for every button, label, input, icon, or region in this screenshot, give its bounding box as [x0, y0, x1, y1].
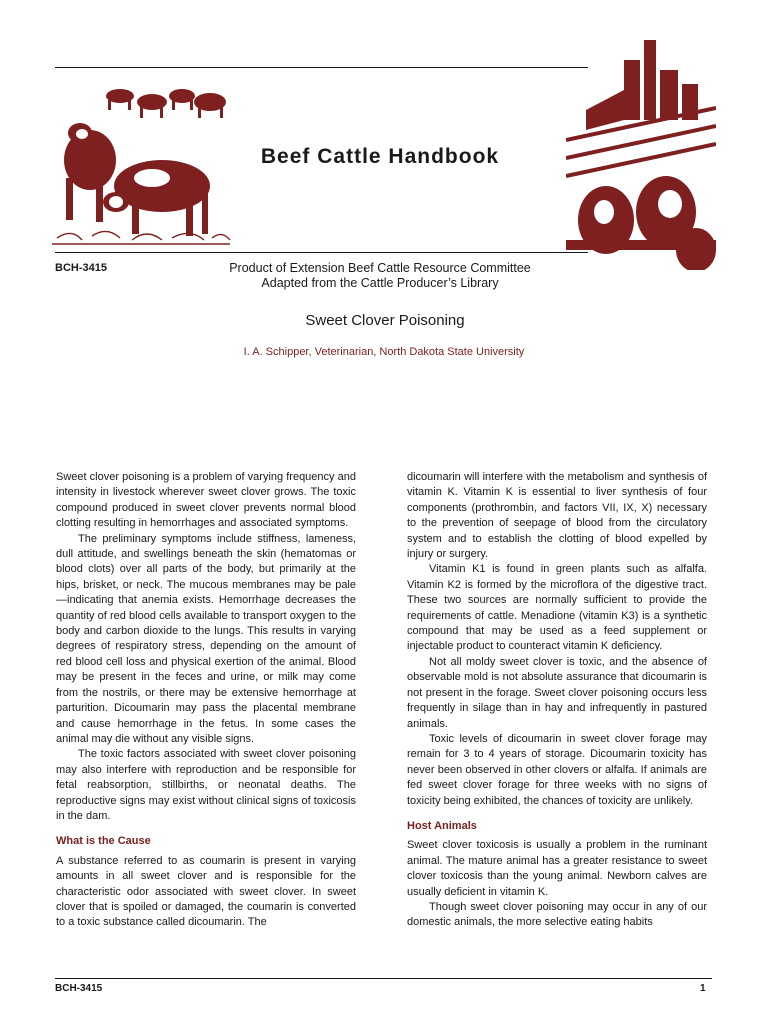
paragraph: The preliminary symptoms include stiffness, lameness, dull attitude, and swellings beneath the skin (hematomas or blood clots) over all parts of the body, but primarily at the hips, brisket, or neck. The mucous membranes may be pale—indicating that anemia exists. Hemorrhage decreases the quantity of red blood cells available to transport oxygen to the body and carbon dioxide to the lungs. This results in varying degrees of respiratory stress, depending on the amount of red blood cell loss and physical exertion of the animal. Blood may be present in the feces and urine, or milk may come from the nostrils, or there may be extensive hemorrhage at parturition. Dicoumarin may pass the placental membrane and cause hemorrhage in the fetus. In some cases the animal may die without any visible signs.: [56, 532, 356, 745]
header-top-rule: [55, 67, 588, 68]
paragraph: Though sweet clover poisoning may occur in any of our domestic animals, the more selective eating habits: [407, 900, 707, 929]
section-heading: Host Animals: [407, 819, 477, 832]
paragraph: Toxic levels of dicoumarin in sweet clover forage may remain for 3 to 4 years of storage. Dicoumarin toxicity has never been observed in other clovers or alfalfa. If animals are fed sweet clover forage for three weeks with no signs of toxicity being exhibited, the chances of toxicity are unlikely.: [407, 732, 707, 807]
paragraph: A substance referred to as coumarin is present in varying amounts in all sweet clover and is responsible for the characteristic odor associated with sweet clover. In sweet clover that is spoiled or damaged, the coumarin is converted to a toxic substance called dicoumarin. The: [56, 854, 356, 929]
paragraph: Sweet clover toxicosis is usually a problem in the ruminant animal. The mature animal has a greater resistance to sweet clover toxicosis than the young animal. Newborn calves are usually deficient in vitamin K.: [407, 839, 707, 898]
paragraph: The toxic factors associated with sweet clover poisoning may also interfere with reproduction and be responsible for fetal reabsorption, stillbirths, or neonatal deaths. The reproductive signs may exist without clinical signs of toxicosis in the dam.: [56, 748, 356, 822]
body-column-right: [407, 470, 707, 931]
handbook-title: Beef Cattle Handbook: [260, 145, 500, 168]
page-number: 1: [700, 983, 706, 994]
paragraph: Not all moldy sweet clover is toxic, and the absence of observable mold is not absolute assurance that dicoumarin is not present in the forage. Sweet clover poisoning occurs less frequently in silage than in hay and infrequently in pastured animals.: [407, 655, 707, 730]
paragraph: dicoumarin will interfere with the metabolism and synthesis of vitamin K. Vitamin K is essential to liver synthesis of four components (prothrombin, and factors VII, IX, X) necessary to the prevention of seepage of blood from the circulatory system and to establish the clotting of blood expelled by injury or surgery.: [407, 471, 707, 561]
footer-rule: [55, 978, 712, 979]
feedlot-cattle-illustration: [566, 40, 716, 270]
credit-line-2: Adapted from the Cattle Producer’s Library: [261, 276, 499, 290]
document-code: BCH-3415: [55, 262, 107, 274]
paragraph: Vitamin K1 is found in green plants such as alfalfa. Vitamin K2 is formed by the microflora of the digestive tract. These two sources are normally sufficient to provide the requirements of cattle. Menadione (vitamin K3) is a synthetic compound that may be used as a feed supplement or injectable product to counteract vitamin K deficiency.: [407, 563, 707, 653]
section-heading: What is the Cause: [56, 835, 151, 848]
paragraph: Sweet clover poisoning is a problem of varying frequency and intensity in livestock wherever sweet clover grows. The toxic compound produced in sweet clover prevents normal blood clotting resulting in hemorrhages and associated symptoms.: [56, 471, 356, 530]
body-column-left: [56, 470, 356, 931]
footer-code: BCH-3415: [55, 983, 103, 994]
article-author: I. A. Schipper, Veterinarian, North Dakota State University: [243, 346, 525, 358]
credit-line-1: Product of Extension Beef Cattle Resource Committee: [229, 261, 531, 275]
article-title: Sweet Clover Poisoning: [305, 312, 465, 329]
